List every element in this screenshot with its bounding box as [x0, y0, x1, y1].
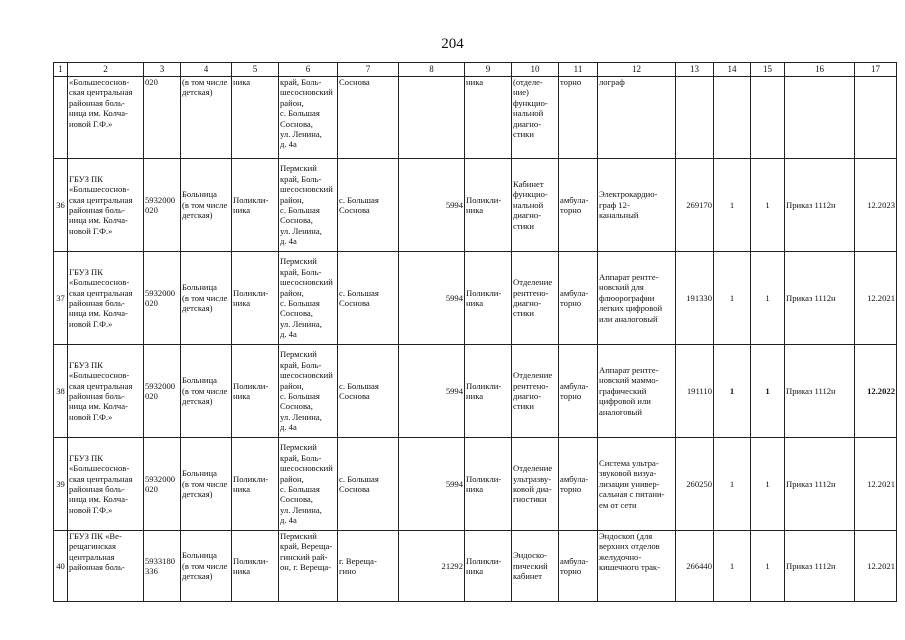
order-cell: Приказ 1112н	[785, 438, 855, 531]
quantity-cell: 1	[751, 345, 785, 438]
column-header: 2	[68, 63, 144, 77]
facility-type-cell: Больница (в том числе детская)	[181, 159, 232, 252]
code-cell: 5932000 020	[144, 252, 181, 345]
code-cell: 5932000 020	[144, 438, 181, 531]
population-cell: 21292	[399, 531, 465, 602]
date-cell	[855, 77, 897, 159]
facility-type-cell: Больница (в том числе детская)	[181, 531, 232, 602]
care-mode-cell: торно	[559, 77, 598, 159]
price-cell	[676, 77, 714, 159]
column-header: 11	[559, 63, 598, 77]
date-cell: 12.2021	[855, 252, 897, 345]
table-row	[54, 531, 897, 602]
page-number: 204	[441, 36, 464, 52]
column-header: 8	[399, 63, 465, 77]
date-cell: 12.2021	[855, 438, 897, 531]
column-header: 1	[54, 63, 68, 77]
order-cell: Приказ 1112н	[785, 531, 855, 602]
address-cell: Пермский край, Боль- шесосновский район, с. Большая Соснова, ул. Ленина, д. 4а	[279, 345, 338, 438]
order-cell: Приказ 1112н	[785, 159, 855, 252]
address-cell: Пермский край, Вереща- гинский рай- он, г. Вереща-	[279, 531, 338, 602]
equipment-cell: Электрокардио- граф 12- канальный	[598, 159, 676, 252]
column-header: 17	[855, 63, 897, 77]
address-cell: Пермский край, Боль- шесосновский район, с. Большая Соснова, ул. Ленина, д. 4а	[279, 252, 338, 345]
row-number	[54, 77, 68, 159]
unit-cell: ника	[232, 77, 279, 159]
row-number: 37	[54, 252, 68, 345]
quantity-cell	[714, 77, 751, 159]
quantity-cell: 1	[751, 159, 785, 252]
table-row	[54, 438, 897, 531]
column-header: 14	[714, 63, 751, 77]
column-header: 16	[785, 63, 855, 77]
row-number: 36	[54, 159, 68, 252]
register-table	[53, 62, 897, 602]
facility-type-cell: Больница (в том числе детская)	[181, 438, 232, 531]
code-cell: 020	[144, 77, 181, 159]
department-cell: Эндоско- пический кабинет	[512, 531, 559, 602]
column-header: 15	[751, 63, 785, 77]
unit-cell: Поликли- ника	[232, 252, 279, 345]
care-mode-cell: амбула- торно	[559, 531, 598, 602]
equipment-cell: Система ультра- звуковой визуа- лизации универ- сальная с питани- ем от сети	[598, 438, 676, 531]
department-cell: Отделение рентгено- диагно- стики	[512, 345, 559, 438]
column-header: 13	[676, 63, 714, 77]
unit-cell: Поликли- ника	[232, 438, 279, 531]
quantity-cell: 1	[751, 252, 785, 345]
division-cell: Поликли- ника	[465, 438, 512, 531]
table-row	[54, 345, 897, 438]
column-header: 6	[279, 63, 338, 77]
row-number: 40	[54, 531, 68, 602]
column-header: 12	[598, 63, 676, 77]
price-cell: 269170	[676, 159, 714, 252]
division-cell: Поликли- ника	[465, 345, 512, 438]
column-header: 4	[181, 63, 232, 77]
division-cell: Поликли- ника	[465, 159, 512, 252]
quantity-cell: 1	[714, 159, 751, 252]
date-cell: 12.2022	[855, 345, 897, 438]
code-cell: 5932000 020	[144, 345, 181, 438]
address-cell: Пермский край, Боль- шесосновский район, с. Большая Соснова, ул. Ленина, д. 4а	[279, 159, 338, 252]
organization-cell: ГБУЗ ПК «Большесоснов- ская центральная районная боль- ница им. Колча- новой Г.Ф.»	[68, 252, 144, 345]
price-cell: 260250	[676, 438, 714, 531]
equipment-cell: Эндоскоп (для верхних отделов желудочно- кишечного трак-	[598, 531, 676, 602]
quantity-cell: 1	[714, 438, 751, 531]
organization-cell: ГБУЗ ПК «Большесоснов- ская центральная районная боль- ница им. Колча- новой Г.Ф.»	[68, 159, 144, 252]
division-cell: ника	[465, 77, 512, 159]
table-row	[54, 77, 897, 159]
equipment-cell: Аппарат рентге- новский для флюорографии легких цифровой или аналоговый	[598, 252, 676, 345]
order-cell: Приказ 1112н	[785, 345, 855, 438]
facility-type-cell: Больница (в том числе детская)	[181, 345, 232, 438]
facility-type-cell: (в том числе детская)	[181, 77, 232, 159]
unit-cell: Поликли- ника	[232, 345, 279, 438]
code-cell: 5933180 336	[144, 531, 181, 602]
header-row	[54, 63, 897, 77]
settlement-cell: г. Вереща- гино	[338, 531, 399, 602]
table-row	[54, 252, 897, 345]
department-cell: (отделе- ние) функцио- нальной диагно- стики	[512, 77, 559, 159]
division-cell: Поликли- ника	[465, 531, 512, 602]
care-mode-cell: амбула- торно	[559, 159, 598, 252]
department-cell: Кабинет функцио- нальной диагно- стики	[512, 159, 559, 252]
date-cell: 12.2023	[855, 159, 897, 252]
quantity-cell: 1	[751, 438, 785, 531]
settlement-cell: с. Большая Соснова	[338, 252, 399, 345]
column-header: 5	[232, 63, 279, 77]
column-header: 3	[144, 63, 181, 77]
settlement-cell: с. Большая Соснова	[338, 159, 399, 252]
quantity-cell: 1	[714, 531, 751, 602]
population-cell: 5994	[399, 438, 465, 531]
quantity-cell: 1	[714, 252, 751, 345]
address-cell: край, Боль- шесосновский район, с. Большая Соснова, ул. Ленина, д. 4а	[279, 77, 338, 159]
care-mode-cell: амбула- торно	[559, 252, 598, 345]
column-header: 7	[338, 63, 399, 77]
unit-cell: Поликли- ника	[232, 531, 279, 602]
quantity-cell	[751, 77, 785, 159]
organization-cell: ГБУЗ ПК «Большесоснов- ская центральная районная боль- ница им. Колча- новой Г.Ф.»	[68, 345, 144, 438]
quantity-cell: 1	[751, 531, 785, 602]
population-cell	[399, 77, 465, 159]
settlement-cell: с. Большая Соснова	[338, 345, 399, 438]
order-cell	[785, 77, 855, 159]
population-cell: 5994	[399, 159, 465, 252]
quantity-cell: 1	[714, 345, 751, 438]
equipment-cell: лограф	[598, 77, 676, 159]
equipment-cell: Аппарат рентге- новский маммо- графический цифровой или аналоговый	[598, 345, 676, 438]
organization-cell: ГБУЗ ПК «Большесоснов- ская центральная районная боль- ница им. Колча- новой Г.Ф.»	[68, 438, 144, 531]
organization-cell: ГБУЗ ПК «Ве- рещагинская центральная районная боль-	[68, 531, 144, 602]
code-cell: 5932000 020	[144, 159, 181, 252]
price-cell: 191110	[676, 345, 714, 438]
care-mode-cell: амбула- торно	[559, 345, 598, 438]
order-cell: Приказ 1112н	[785, 252, 855, 345]
population-cell: 5994	[399, 252, 465, 345]
department-cell: Отделение рентгено- диагно- стики	[512, 252, 559, 345]
care-mode-cell: амбула- торно	[559, 438, 598, 531]
table-row	[54, 159, 897, 252]
department-cell: Отделение ультразву- ковой диа- гностики	[512, 438, 559, 531]
price-cell: 266440	[676, 531, 714, 602]
price-cell: 191330	[676, 252, 714, 345]
organization-cell: «Большесоснов- ская центральная районная боль- ница им. Колча- новой Г.Ф.»	[68, 77, 144, 159]
column-header: 10	[512, 63, 559, 77]
population-cell: 5994	[399, 345, 465, 438]
date-cell: 12.2021	[855, 531, 897, 602]
settlement-cell: с. Большая Соснова	[338, 438, 399, 531]
unit-cell: Поликли- ника	[232, 159, 279, 252]
column-header: 9	[465, 63, 512, 77]
address-cell: Пермский край, Боль- шесосновский район, с. Большая Соснова, ул. Ленина, д. 4а	[279, 438, 338, 531]
facility-type-cell: Больница (в том числе детская)	[181, 252, 232, 345]
row-number: 39	[54, 438, 68, 531]
row-number: 38	[54, 345, 68, 438]
settlement-cell: Соснова	[338, 77, 399, 159]
division-cell: Поликли- ника	[465, 252, 512, 345]
